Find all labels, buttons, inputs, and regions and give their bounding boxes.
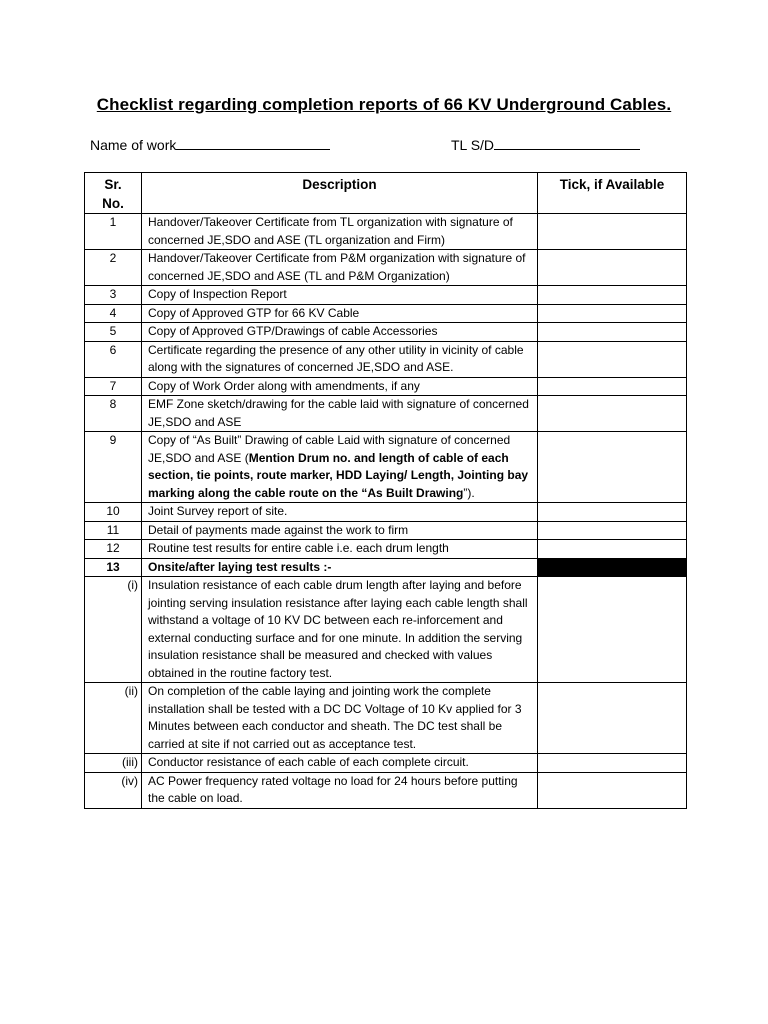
- name-of-work-blank[interactable]: [176, 137, 330, 150]
- description-cell: Copy of Approved GTP for 66 KV Cable: [142, 304, 538, 323]
- description-cell: Routine test results for entire cable i.e. each drum length: [142, 540, 538, 559]
- description-cell: Handover/Takeover Certificate from TL organization with signature of concerned JE,SDO and ASE (TL organization and Firm): [142, 214, 538, 250]
- table-row: [85, 540, 687, 559]
- tick-header: Tick, if Available: [538, 173, 687, 214]
- description-cell: [142, 432, 538, 503]
- table-header-row: [85, 173, 687, 214]
- table-row: [85, 754, 687, 773]
- sr-cell: 7: [85, 377, 142, 396]
- table-row: [85, 250, 687, 286]
- tl-sd-blank[interactable]: [494, 137, 640, 150]
- tick-cell[interactable]: [538, 683, 687, 754]
- tl-sd-label: TL S/D: [451, 137, 495, 153]
- table-row: [85, 432, 687, 503]
- sr-cell: 2: [85, 250, 142, 286]
- description-cell: EMF Zone sketch/drawing for the cable laid with signature of concerned JE,SDO and ASE: [142, 396, 538, 432]
- description-text: Copy of “As Built” Drawing of cable Laid with signature of concerned JE,SDO and ASE (: [148, 433, 511, 465]
- sr-cell: 12: [85, 540, 142, 559]
- description-cell: On completion of the cable laying and jointing work the complete installation shall be tested with a DC DC Voltage of 10 Kv applied for 3 Minutes between each conductor and sheath. The DC test shall be carried at site if not carried out as acceptance test.: [142, 683, 538, 754]
- table-row: [85, 377, 687, 396]
- tick-cell[interactable]: [538, 341, 687, 377]
- sr-cell: 11: [85, 521, 142, 540]
- sr-cell: (iii): [85, 754, 142, 773]
- sr-cell: 9: [85, 432, 142, 503]
- description-text: ”).: [463, 485, 475, 500]
- table-row: [85, 577, 687, 683]
- table-row: [85, 503, 687, 522]
- table-row: [85, 521, 687, 540]
- tick-cell[interactable]: [538, 754, 687, 773]
- sr-cell: 1: [85, 214, 142, 250]
- description-cell: Copy of Inspection Report: [142, 286, 538, 305]
- tick-cell[interactable]: [538, 577, 687, 683]
- description-cell: Insulation resistance of each cable drum length after laying and before jointing serving insulation resistance after laying each cable length shall withstand a voltage of 10 KV DC between each re-inforcement and external conducting surface and for one minute. In addition the serving insulation resistance shall be measured and checked with values obtained in the routine factory test.: [142, 577, 538, 683]
- sr-cell: (ii): [85, 683, 142, 754]
- tick-cell[interactable]: [538, 772, 687, 808]
- table-row: [85, 214, 687, 250]
- sr-cell: 4: [85, 304, 142, 323]
- tick-cell[interactable]: [538, 503, 687, 522]
- tl-sd-field[interactable]: [451, 137, 640, 153]
- description-emphasis: Mention Drum no. and length of cable of each section, tie points, route marker, HDD Laying/ Length, Jointing bay marking along the cable route on the “As Built Drawing: [148, 450, 529, 500]
- table-row: [85, 558, 687, 577]
- name-of-work-label: Name of work: [90, 137, 177, 153]
- sr-cell: 13: [85, 558, 142, 577]
- table-row: [85, 772, 687, 808]
- tick-cell[interactable]: [538, 214, 687, 250]
- tick-cell[interactable]: [538, 250, 687, 286]
- tick-cell[interactable]: [538, 521, 687, 540]
- tick-cell[interactable]: [538, 432, 687, 503]
- tick-cell[interactable]: [538, 286, 687, 305]
- sr-cell: 6: [85, 341, 142, 377]
- description-cell: Copy of Approved GTP/Drawings of cable Accessories: [142, 323, 538, 342]
- description-cell: Joint Survey report of site.: [142, 503, 538, 522]
- sr-cell: 3: [85, 286, 142, 305]
- sr-cell: 10: [85, 503, 142, 522]
- tick-cell[interactable]: [538, 377, 687, 396]
- table-row: [85, 323, 687, 342]
- tick-cell[interactable]: [538, 304, 687, 323]
- table-row: [85, 304, 687, 323]
- table-row: [85, 286, 687, 305]
- table-row: [85, 396, 687, 432]
- description-header: Description: [142, 173, 538, 214]
- table-row: [85, 683, 687, 754]
- sr-cell: 8: [85, 396, 142, 432]
- description-cell: Detail of payments made against the work to firm: [142, 521, 538, 540]
- tick-cell-blacked-out: [538, 558, 687, 577]
- table-row: [85, 341, 687, 377]
- description-cell: Conductor resistance of each cable of each complete circuit.: [142, 754, 538, 773]
- description-cell: Certificate regarding the presence of any other utility in vicinity of cable along with the signatures of concerned JE,SDO and ASE.: [142, 341, 538, 377]
- name-of-work-field[interactable]: [90, 137, 330, 153]
- description-cell: Copy of Work Order along with amendments, if any: [142, 377, 538, 396]
- description-cell: Handover/Takeover Certificate from P&M organization with signature of concerned JE,SDO and ASE (TL and P&M Organization): [142, 250, 538, 286]
- description-cell: Onsite/after laying test results :-: [142, 558, 538, 577]
- description-cell: AC Power frequency rated voltage no load for 24 hours before putting the cable on load.: [142, 772, 538, 808]
- sr-cell: (iv): [85, 772, 142, 808]
- sr-cell: 5: [85, 323, 142, 342]
- checklist-table: [84, 172, 687, 809]
- tick-cell[interactable]: [538, 396, 687, 432]
- sr-cell: (i): [85, 577, 142, 683]
- sr-no-header: Sr. No.: [85, 173, 142, 214]
- document-title: Checklist regarding completion reports of 66 KV Underground Cables.: [96, 95, 672, 114]
- tick-cell[interactable]: [538, 540, 687, 559]
- tick-cell[interactable]: [538, 323, 687, 342]
